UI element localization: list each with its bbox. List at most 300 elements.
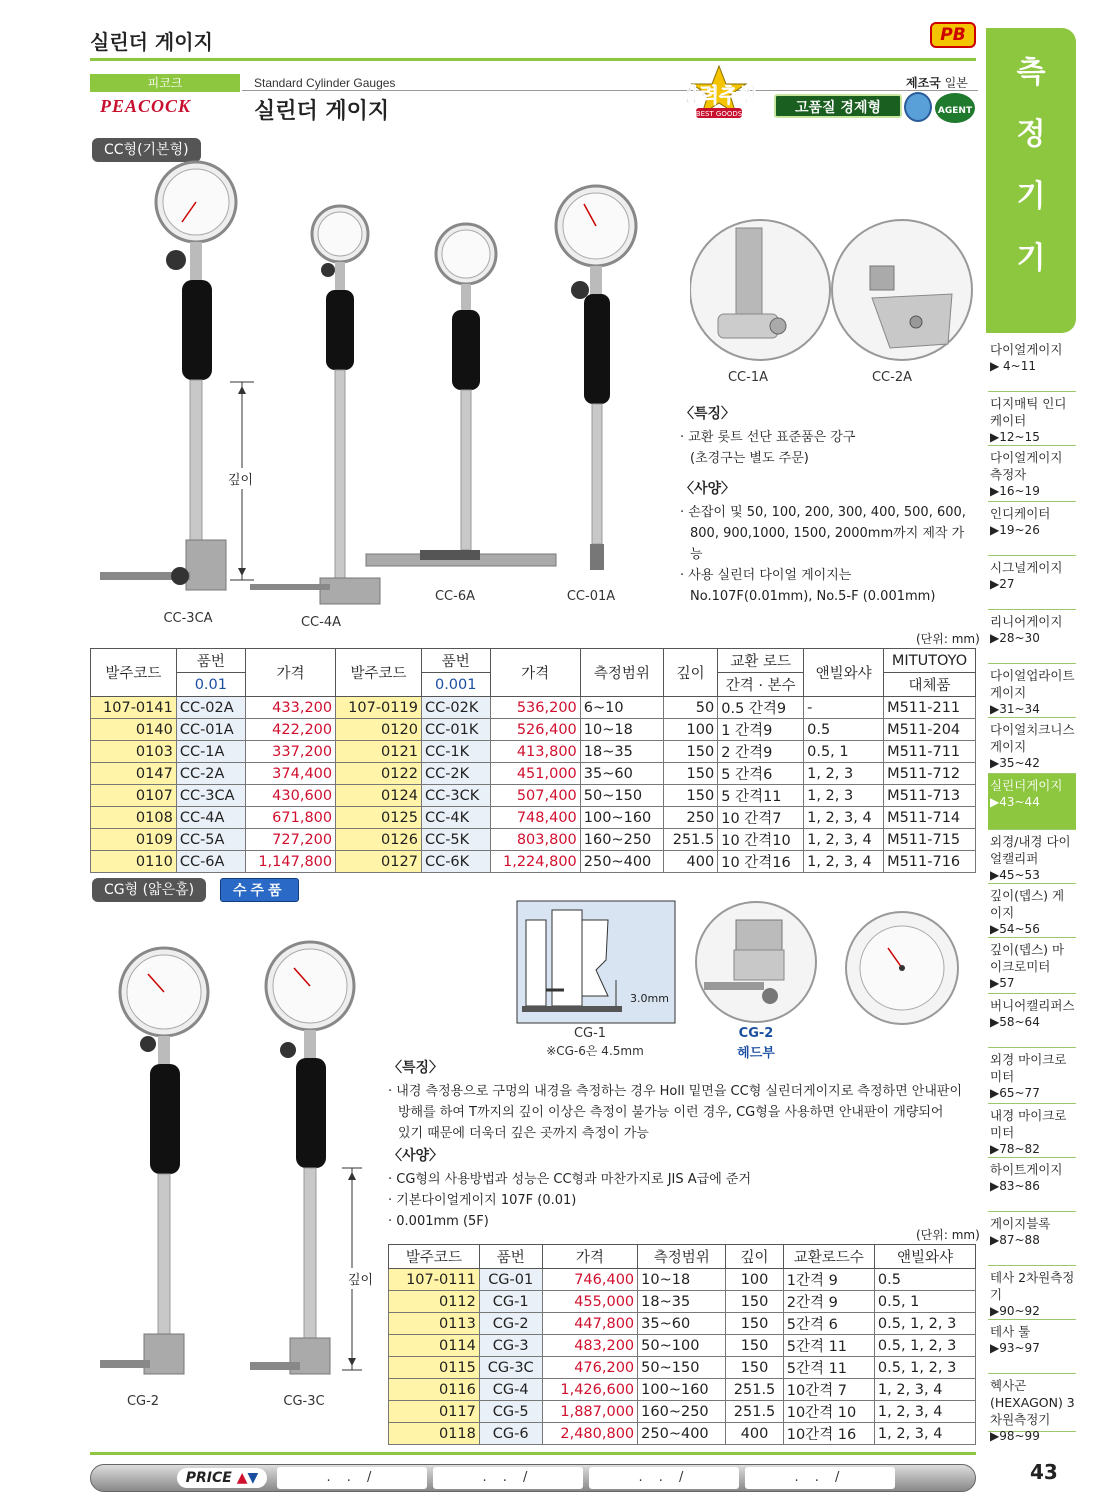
col-part: 품번: [176, 649, 245, 673]
table-cell: 0.5, 1, 2, 3: [874, 1357, 975, 1379]
table-cell: CG-2: [479, 1313, 542, 1335]
sidebar-item[interactable]: [988, 774, 1076, 830]
table-cell: 5간격 6: [783, 1313, 874, 1335]
sidebar-item[interactable]: [988, 1374, 1076, 1443]
table-cell: 1, 2, 3: [804, 763, 884, 785]
table-cell: 251.5: [726, 1401, 783, 1423]
table-cell: 0108: [91, 807, 177, 829]
table-cell: 10~18: [638, 1269, 726, 1291]
table-cell: CC-1K: [421, 741, 490, 763]
sidebar-item[interactable]: [988, 446, 1076, 502]
table-row: [91, 763, 976, 785]
table-cell: CG-5: [479, 1401, 542, 1423]
table-cell: 150: [726, 1335, 783, 1357]
table-cell: 150: [726, 1313, 783, 1335]
table-cell: 1 간격9: [718, 719, 804, 741]
sidebar-item[interactable]: [988, 1158, 1076, 1212]
gauge-cc-6a: [366, 224, 556, 566]
price-slot-1[interactable]: . . /: [277, 1467, 427, 1489]
table-cell: 251.5: [664, 829, 718, 851]
table-cell: M511-716: [884, 851, 976, 873]
table-row: [389, 1313, 976, 1335]
label-head-part: 헤드부: [737, 1046, 775, 1061]
gauge-cg-3c: [250, 942, 354, 1374]
sidebar-item[interactable]: [988, 1212, 1076, 1266]
table-row: [91, 785, 976, 807]
table-cell: CG-3C: [479, 1357, 542, 1379]
table-cell: 483,200: [542, 1335, 638, 1357]
table-cell: 251.5: [726, 1379, 783, 1401]
table-cell: 400: [726, 1423, 783, 1445]
table-cell: 18~35: [580, 741, 663, 763]
gauge-cc-4a: [250, 206, 380, 604]
brand-bar: 피코크: [90, 74, 240, 92]
table-header: 발주코드: [389, 1245, 480, 1269]
cg1-diagram: [516, 900, 676, 1024]
sidebar-item[interactable]: [988, 556, 1076, 610]
table-cell: 0.5, 1: [874, 1291, 975, 1313]
table-cell: 1,426,600: [542, 1379, 638, 1401]
sidebar-item[interactable]: [988, 664, 1076, 718]
table-cell: 746,400: [542, 1269, 638, 1291]
table-cell: 2간격 9: [783, 1291, 874, 1313]
sidebar-item-label: 실린더게이지: [990, 778, 1063, 793]
table-cell: 0126: [336, 829, 422, 851]
table-cell: CC-2A: [176, 763, 245, 785]
english-subtitle: Standard Cylinder Gauges: [254, 76, 396, 90]
price-footer: [90, 1464, 976, 1492]
svg-text:강력추천: 강력추천: [680, 83, 758, 107]
col-part-2: 품번: [421, 649, 490, 673]
table-cell: 455,000: [542, 1291, 638, 1313]
pb-logo: PB: [930, 22, 976, 48]
table-cell: 422,200: [245, 719, 335, 741]
agent-badge-icon: [934, 92, 976, 124]
table-cell: M511-711: [884, 741, 976, 763]
table-header: 앤빌와샤: [874, 1245, 975, 1269]
table-cell: CC-2K: [421, 763, 490, 785]
table-cell: 50~100: [638, 1335, 726, 1357]
table-cell: 0.5, 1, 2, 3: [874, 1335, 975, 1357]
table-cell: 2 간격9: [718, 741, 804, 763]
table-cell: 727,200: [245, 829, 335, 851]
sidebar-item-pages: ▶16~19: [990, 484, 1040, 498]
cg-depth-label: 깊이: [346, 1268, 375, 1289]
table-cell: CC-02K: [421, 697, 490, 719]
table-cell: 150: [664, 763, 718, 785]
table-header: 품번: [479, 1245, 542, 1269]
cc-unit: (단위: mm): [916, 632, 980, 646]
cg-spec-table: [388, 1244, 976, 1445]
col-order-code-2: 발주코드: [336, 649, 422, 697]
sidebar-item-pages: ▶28~30: [990, 631, 1040, 645]
table-cell: 150: [664, 741, 718, 763]
table-cell: 0122: [336, 763, 422, 785]
table-header: 교환로드수: [783, 1245, 874, 1269]
sidebar-item-pages: ▶87~88: [990, 1233, 1040, 1247]
table-cell: 250~400: [638, 1423, 726, 1445]
table-cell: 0127: [336, 851, 422, 873]
table-cell: CG-01: [479, 1269, 542, 1291]
table-cell: M511-715: [884, 829, 976, 851]
sidebar-item[interactable]: [988, 1320, 1076, 1374]
sidebar-item-label: 인디케이터: [990, 506, 1051, 521]
col-anvil: 앤빌와샤: [804, 649, 884, 697]
table-cell: 100~160: [580, 807, 663, 829]
table-cell: 337,200: [245, 741, 335, 763]
table-row: [389, 1269, 976, 1291]
sidebar-item-label: 헥사곤(HEXAGON) 3차원측정기: [990, 1378, 1075, 1427]
product-title: 실린더 게이지: [254, 99, 390, 124]
table-cell: 1,887,000: [542, 1401, 638, 1423]
col-mitutoyo-sub: 대체품: [884, 673, 976, 697]
sidebar-item[interactable]: [988, 718, 1076, 774]
table-cell: 0118: [389, 1423, 480, 1445]
table-cell: 6~10: [580, 697, 663, 719]
col-price: 가격: [245, 649, 335, 697]
table-cell: 0.5: [804, 719, 884, 741]
sidebar-item-pages: ▶27: [990, 577, 1015, 591]
table-cell: CG-1: [479, 1291, 542, 1313]
cc-detail-images: [690, 218, 974, 368]
table-cell: 100: [726, 1269, 783, 1291]
price-slot-3[interactable]: . . /: [589, 1467, 739, 1489]
col-part-sub2: 0.001: [421, 673, 490, 697]
gauge-cc-3ca: [100, 162, 236, 590]
table-cell: 0120: [336, 719, 422, 741]
table-cell: 160~250: [638, 1401, 726, 1423]
cc-spec-table: [90, 648, 976, 873]
table-cell: 1, 2, 3, 4: [874, 1423, 975, 1445]
page-number: 43: [1030, 1460, 1058, 1484]
sidebar-item[interactable]: [988, 392, 1076, 446]
table-cell: 107-0111: [389, 1269, 480, 1291]
table-cell: 374,400: [245, 763, 335, 785]
table-cell: CC-02A: [176, 697, 245, 719]
table-cell: CC-5A: [176, 829, 245, 851]
table-cell: 0.5, 1, 2, 3: [874, 1313, 975, 1335]
table-cell: 2,480,800: [542, 1423, 638, 1445]
table-cell: 0.5, 1: [804, 741, 884, 763]
table-cell: CC-4K: [421, 807, 490, 829]
table-cell: 100~160: [638, 1379, 726, 1401]
col-range: 측정범위: [580, 649, 663, 697]
sidebar-item-pages: ▶ 4~11: [990, 359, 1037, 373]
sidebar-item-label: 하이트게이지: [990, 1162, 1063, 1177]
cc-depth-label: 깊이: [226, 468, 255, 489]
col-rod-sub: 간격 · 본수: [718, 673, 804, 697]
table-cell: 748,400: [490, 807, 580, 829]
table-header: 측정범위: [638, 1245, 726, 1269]
col-rod: 교환 로드: [718, 649, 804, 673]
sidebar-item-label: 깊이(뎁스) 마이크로미터: [990, 942, 1065, 974]
sidebar-item[interactable]: [988, 502, 1076, 556]
col-order-code: 발주코드: [91, 649, 177, 697]
cc-gauges-illustration: [90, 160, 690, 640]
table-cell: 1, 2, 3, 4: [804, 851, 884, 873]
sidebar-item-pages: ▶65~77: [990, 1086, 1040, 1100]
sidebar-item-label: 다이얼업라이트 게이지: [990, 668, 1075, 700]
sidebar-item-pages: ▶19~26: [990, 523, 1040, 537]
table-cell: 0124: [336, 785, 422, 807]
cg-unit: (단위: mm): [916, 1228, 980, 1242]
price-label: PRICE ▲▼: [177, 1468, 267, 1488]
label-cc-4a: CC-4A: [300, 615, 341, 630]
table-cell: CC-1A: [176, 741, 245, 763]
table-row: [91, 697, 976, 719]
sidebar-item-label: 내경 마이크로미터: [990, 1108, 1067, 1140]
table-cell: CG-6: [479, 1423, 542, 1445]
page-title: 실린더 게이지: [90, 30, 213, 54]
table-cell: 526,400: [490, 719, 580, 741]
table-cell: 1간격 9: [783, 1269, 874, 1291]
table-row: [389, 1357, 976, 1379]
cg-features: 〈특징〉 · 내경 측정용으로 구멍의 내경을 측정하는 경우 Holl 밑면을 CC형 실린더게이지로 측정하면 안내판이 방해를 하여 T까지의 깊이 이상은 측정이 불가능 이런 경우, CG형을 사용하면 안내판이 개량되어 있기 때문에 더욱더 깊은 곳까지 측정이 가능 〈사양〉 · CG형의 사용방법과 성능은 CC형과 마찬가지로 JIS A급에 준거 · 기본다이얼게이지 107F (0.01) · 0.001mm (5F): [388, 1060, 963, 1229]
col-mitutoyo: MITUTOYO: [884, 649, 976, 673]
top-divider: [90, 58, 976, 61]
table-cell: 0103: [91, 741, 177, 763]
sidebar-item[interactable]: [988, 938, 1076, 994]
table-cell: 1, 2, 3: [804, 785, 884, 807]
table-cell: 5간격 11: [783, 1357, 874, 1379]
table-cell: 0116: [389, 1379, 480, 1401]
table-cell: 150: [664, 785, 718, 807]
table-cell: 160~250: [580, 829, 663, 851]
table-cell: 0147: [91, 763, 177, 785]
sidebar-item[interactable]: [988, 1104, 1076, 1158]
sidebar-item-pages: ▶45~53: [990, 868, 1040, 882]
table-cell: CC-5K: [421, 829, 490, 851]
table-cell: 1,224,800: [490, 851, 580, 873]
sidebar-item-label: 게이지블록: [990, 1216, 1051, 1231]
table-header: 깊이: [726, 1245, 783, 1269]
sidebar-item-label: 외경/내경 다이얼캘리퍼: [990, 834, 1071, 866]
table-cell: 10간격 7: [783, 1379, 874, 1401]
table-cell: M511-713: [884, 785, 976, 807]
table-cell: 150: [726, 1291, 783, 1313]
table-row: [389, 1379, 976, 1401]
table-cell: 50~150: [580, 785, 663, 807]
table-cell: 18~35: [638, 1291, 726, 1313]
table-cell: 536,200: [490, 697, 580, 719]
sidebar-item-label: 디지매틱 인디케이터: [990, 396, 1067, 428]
table-cell: 430,600: [245, 785, 335, 807]
price-slot-2[interactable]: . . /: [433, 1467, 583, 1489]
table-cell: CC-6K: [421, 851, 490, 873]
table-cell: CC-6A: [176, 851, 245, 873]
sidebar-item-pages: ▶83~86: [990, 1179, 1040, 1193]
label-cc-6a: CC-6A: [434, 589, 475, 604]
svg-text:BEST GOODS: BEST GOODS: [695, 110, 743, 118]
cc-section-tag: CC형(기본형): [92, 138, 201, 162]
sidebar-item[interactable]: [988, 994, 1076, 1048]
table-header: 가격: [542, 1245, 638, 1269]
table-cell: 35~60: [580, 763, 663, 785]
sidebar-item-pages: ▶35~42: [990, 756, 1040, 770]
table-cell: 100: [664, 719, 718, 741]
sidebar-item-pages: ▶58~64: [990, 1015, 1040, 1029]
table-row: [91, 719, 976, 741]
sidebar-item-label: 시그널게이지: [990, 560, 1063, 575]
cc-features: 〈특징〉 · 교환 롯트 선단 표준품은 강구 (초경구는 별도 주문) 〈사양〉 · 손잡이 및 50, 100, 200, 300, 400, 500, 600, 800, 900,1000, 1500, 2000mm까지 제작 가능 · 사용 실린더 다이얼 게이지는 No.107F(0.01mm), No.5-F (0.001mm): [680, 406, 966, 604]
sidebar-item[interactable]: [988, 884, 1076, 938]
sidebar-item-label: 테사 툴: [990, 1324, 1031, 1339]
table-cell: 476,200: [542, 1357, 638, 1379]
table-cell: -: [804, 697, 884, 719]
table-cell: 10간격 10: [783, 1401, 874, 1423]
table-row: [91, 807, 976, 829]
table-cell: 5 간격11: [718, 785, 804, 807]
table-row: [91, 851, 976, 873]
label-cc-2a: CC-2A: [871, 370, 912, 385]
table-cell: M511-714: [884, 807, 976, 829]
table-cell: 10간격 16: [783, 1423, 874, 1445]
bottom-divider: [90, 1452, 976, 1455]
table-cell: 50~150: [638, 1357, 726, 1379]
sidebar-item-label: 다이얼치크니스 게이지: [990, 722, 1075, 754]
sidebar-item[interactable]: [988, 338, 1076, 392]
table-cell: CG-4: [479, 1379, 542, 1401]
table-cell: CC-3CA: [176, 785, 245, 807]
sidebar-heading: 측 정 기 기: [986, 28, 1076, 333]
table-cell: CC-01K: [421, 719, 490, 741]
table-cell: 0121: [336, 741, 422, 763]
table-cell: CC-4A: [176, 807, 245, 829]
table-row: [389, 1335, 976, 1357]
sidebar-item-label: 다이얼게이지 측정자: [990, 450, 1063, 482]
cg-dial-image: [836, 908, 976, 1026]
table-cell: 671,800: [245, 807, 335, 829]
table-cell: 10 간격16: [718, 851, 804, 873]
table-cell: 10 간격10: [718, 829, 804, 851]
table-cell: 50: [664, 697, 718, 719]
sidebar-item[interactable]: [988, 1266, 1076, 1320]
col-price-2: 가격: [490, 649, 580, 697]
table-cell: CC-01A: [176, 719, 245, 741]
cg2-head-image: [694, 900, 818, 1026]
table-cell: 10~18: [580, 719, 663, 741]
table-cell: 0125: [336, 807, 422, 829]
table-cell: 250~400: [580, 851, 663, 873]
table-cell: 0107: [91, 785, 177, 807]
table-cell: CC-3CK: [421, 785, 490, 807]
sidebar-item[interactable]: [988, 610, 1076, 664]
table-row: [91, 829, 976, 851]
sidebar-item-pages: ▶31~34: [990, 702, 1040, 716]
label-cg-2: CG-2: [126, 1394, 160, 1409]
sidebar-item-label: 다이얼게이지: [990, 342, 1063, 357]
sidebar-item[interactable]: [988, 1048, 1076, 1104]
origin-label: 제조국 일본: [906, 76, 968, 90]
sidebar-item-pages: ▶98~99: [990, 1429, 1040, 1443]
table-cell: 413,800: [490, 741, 580, 763]
table-cell: 507,400: [490, 785, 580, 807]
table-cell: 1, 2, 3, 4: [804, 829, 884, 851]
sidebar-item-pages: ▶57: [990, 976, 1015, 990]
sidebar-item-pages: ▶78~82: [990, 1142, 1040, 1156]
sidebar-item-pages: ▶93~97: [990, 1341, 1040, 1355]
table-row: [389, 1423, 976, 1445]
table-cell: 107-0119: [336, 697, 422, 719]
table-cell: 250: [664, 807, 718, 829]
table-cell: 0117: [389, 1401, 480, 1423]
table-cell: 0109: [91, 829, 177, 851]
cg-6-note: ※CG-6은 4.5mm: [546, 1044, 644, 1058]
label-cg-2-head: CG-2: [738, 1026, 774, 1041]
table-cell: 0114: [389, 1335, 480, 1357]
table-cell: 10 간격7: [718, 807, 804, 829]
recommend-badge: [664, 64, 774, 120]
cert-badge-icon: [904, 92, 932, 122]
table-cell: 1, 2, 3, 4: [874, 1401, 975, 1423]
gauge-cc-01a: [556, 186, 636, 570]
sidebar-item-label: 외경 마이크로미터: [990, 1052, 1067, 1084]
col-depth: 깊이: [664, 649, 718, 697]
sidebar-item[interactable]: [988, 830, 1076, 884]
sidebar-item-label: 버니어캘리퍼스: [990, 998, 1075, 1013]
table-cell: 451,000: [490, 763, 580, 785]
table-row: [91, 741, 976, 763]
sidebar-item-label: 깊이(뎁스) 게이지: [990, 888, 1065, 920]
table-cell: 400: [664, 851, 718, 873]
sidebar-item-pages: ▶90~92: [990, 1304, 1040, 1318]
table-cell: 447,800: [542, 1313, 638, 1335]
cg-gauges-illustration: [90, 930, 380, 1410]
table-cell: M511-204: [884, 719, 976, 741]
sidebar-item-pages: ▶43~44: [990, 795, 1040, 809]
table-cell: 1, 2, 3, 4: [804, 807, 884, 829]
gauge-cg-2: [100, 948, 208, 1374]
label-cg-3c: CG-3C: [283, 1394, 325, 1409]
table-cell: M511-712: [884, 763, 976, 785]
table-cell: 5 간격6: [718, 763, 804, 785]
label-cc-01a: CC-01A: [566, 589, 616, 604]
peacock-logo: PEACOCK: [100, 96, 192, 116]
table-cell: 0.5: [874, 1269, 975, 1291]
table-cell: CG-3: [479, 1335, 542, 1357]
sidebar-item-pages: ▶54~56: [990, 922, 1040, 936]
table-cell: 0112: [389, 1291, 480, 1313]
quality-badge: 고품질 경제형: [774, 94, 902, 118]
sidebar-item-label: 리니어게이지: [990, 614, 1063, 629]
svg-text:3.0mm: 3.0mm: [630, 992, 669, 1005]
table-cell: 150: [726, 1357, 783, 1379]
table-cell: M511-211: [884, 697, 976, 719]
table-cell: 803,800: [490, 829, 580, 851]
table-cell: 1, 2, 3, 4: [874, 1379, 975, 1401]
title-divider: [242, 90, 978, 91]
table-cell: 5간격 11: [783, 1335, 874, 1357]
table-cell: 1,147,800: [245, 851, 335, 873]
label-cc-1a: CC-1A: [727, 370, 768, 385]
label-cg-1: CG-1: [573, 1026, 607, 1041]
table-cell: 433,200: [245, 697, 335, 719]
table-cell: 0110: [91, 851, 177, 873]
label-cc-3ca: CC-3CA: [163, 611, 213, 626]
cg-section-tag: CG형 (얇은홈): [92, 878, 206, 902]
table-cell: 35~60: [638, 1313, 726, 1335]
price-slot-4[interactable]: . . /: [745, 1467, 895, 1489]
table-cell: 107-0141: [91, 697, 177, 719]
table-row: [389, 1401, 976, 1423]
table-cell: 0115: [389, 1357, 480, 1379]
table-row: [389, 1291, 976, 1313]
table-cell: 0140: [91, 719, 177, 741]
sidebar-item-pages: ▶12~15: [990, 430, 1040, 444]
table-cell: 0113: [389, 1313, 480, 1335]
made-to-order-badge: 수주품: [220, 878, 299, 902]
sidebar-item-label: 테사 2차원측정기: [990, 1270, 1075, 1302]
